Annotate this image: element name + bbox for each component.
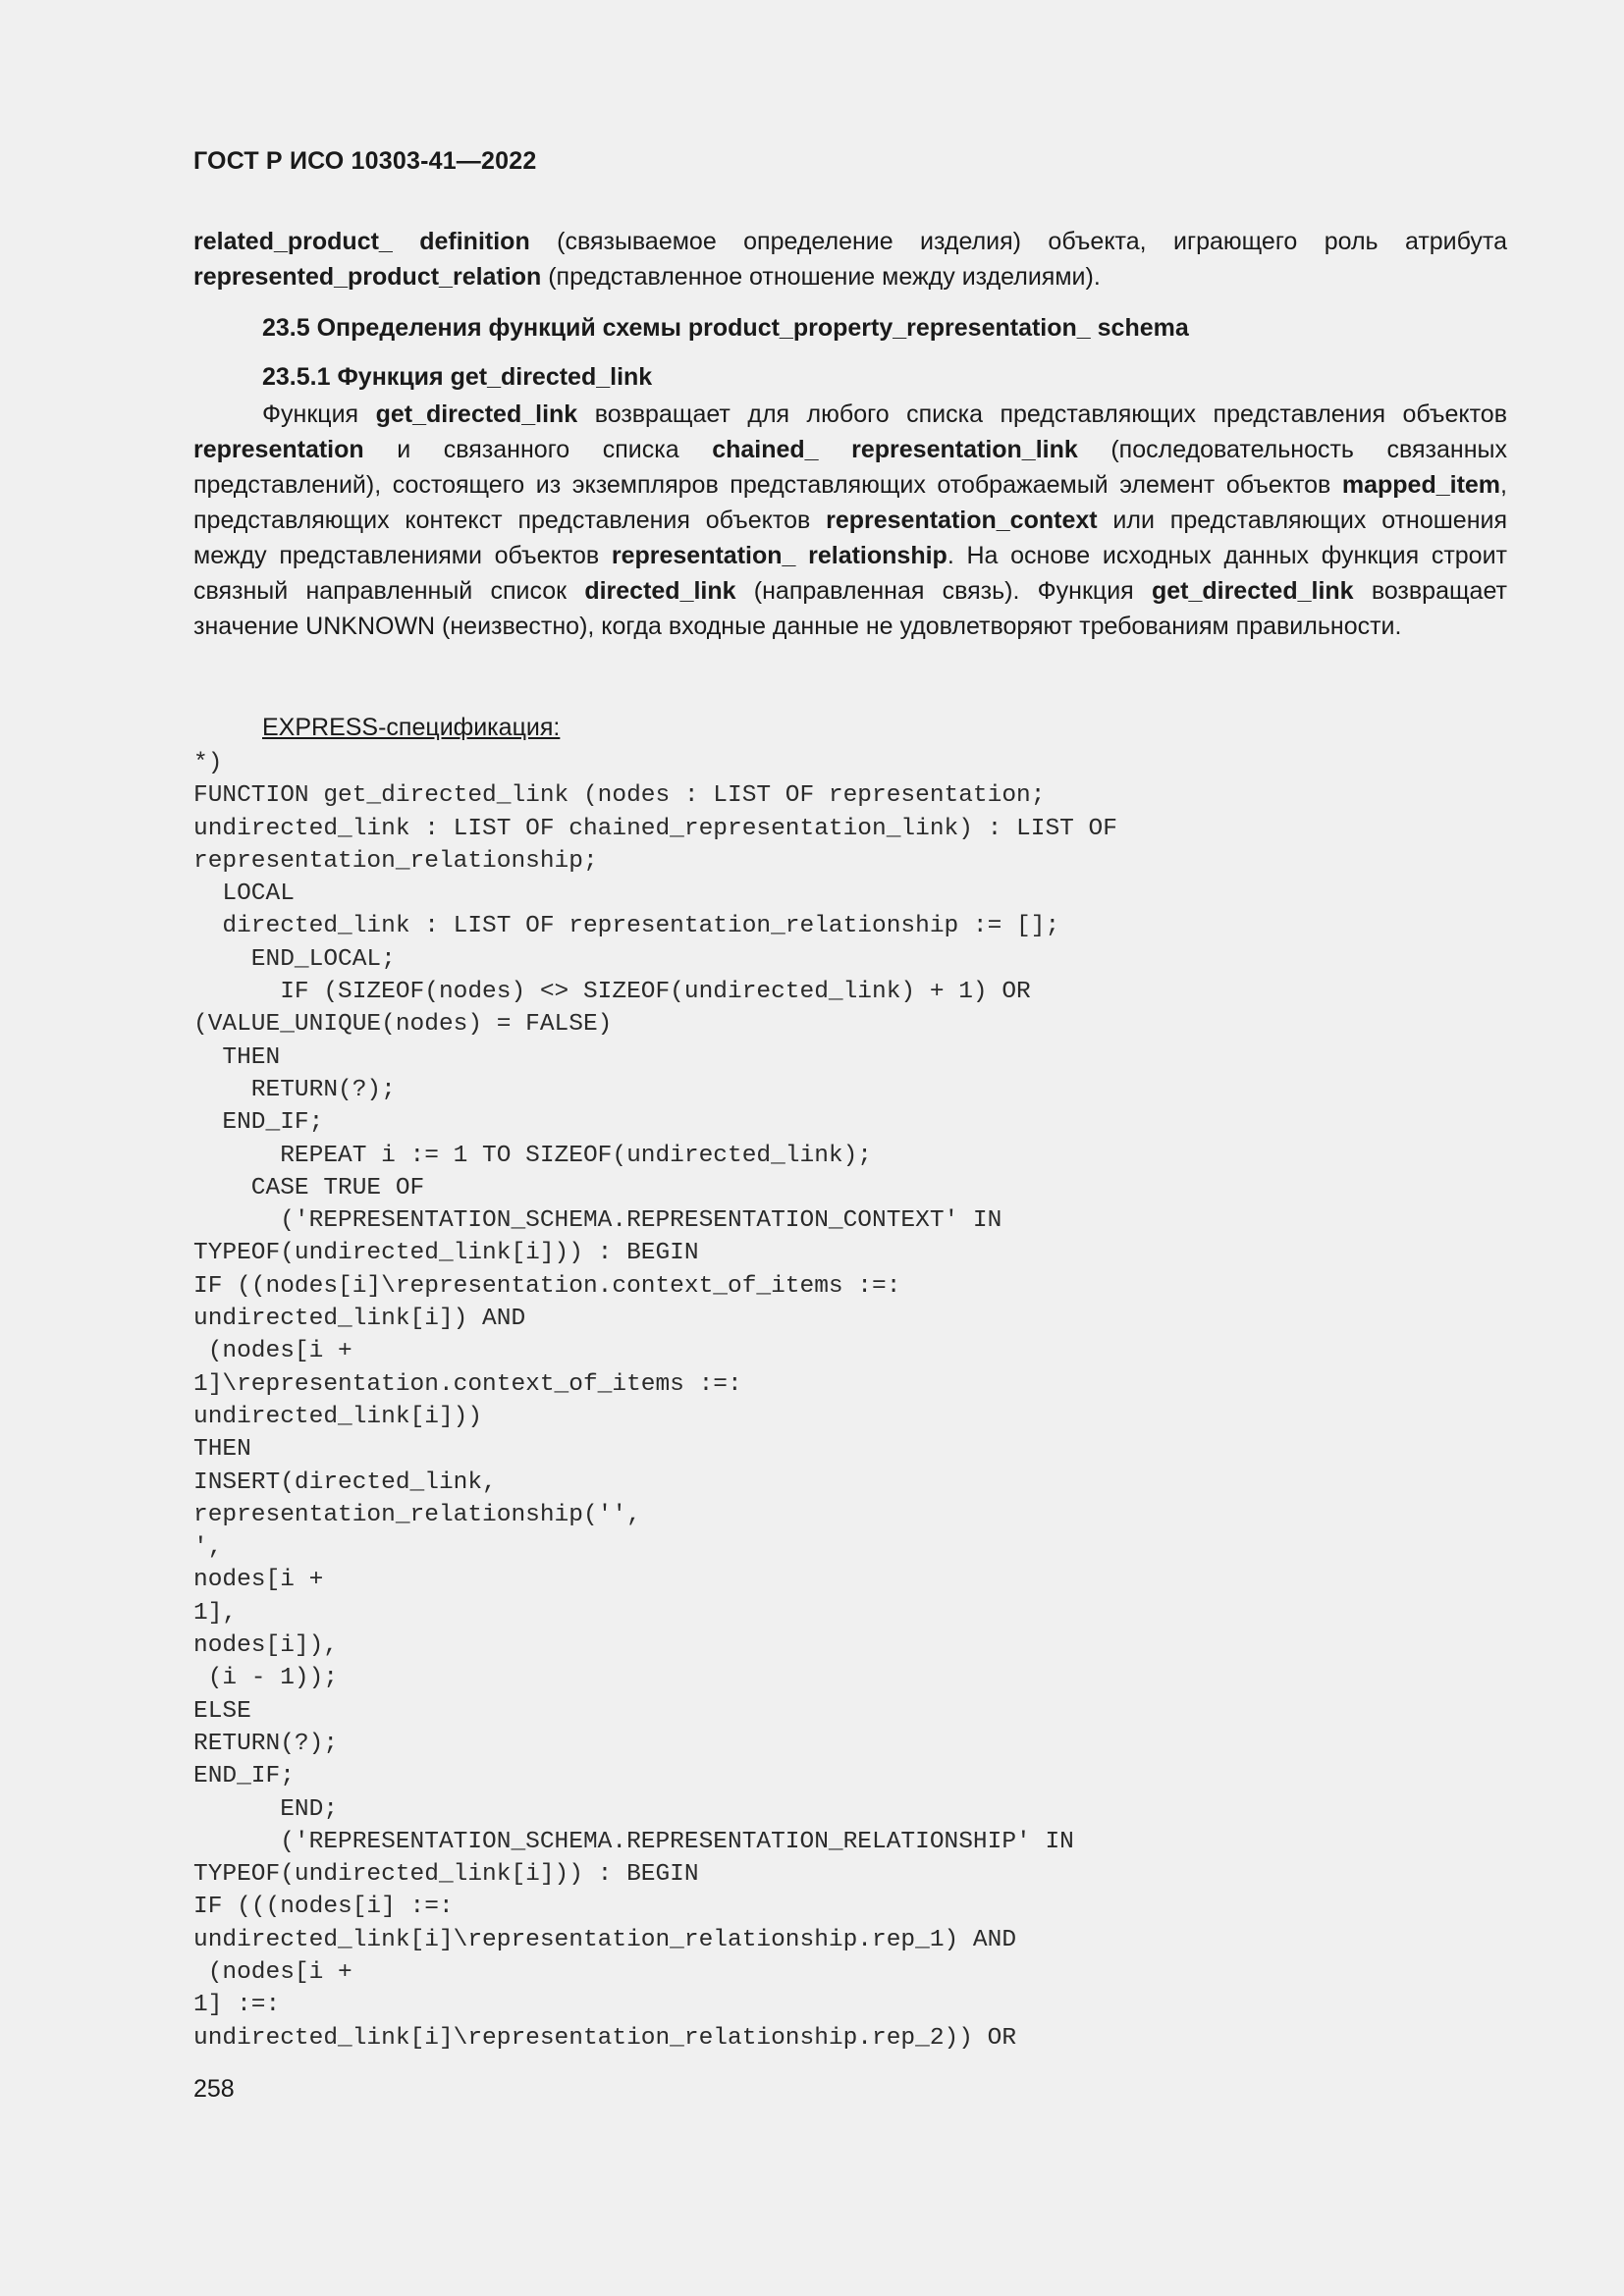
subsection-heading: 23.5.1 Функция get_directed_link: [262, 363, 653, 391]
code-line: RETURN(?);: [193, 1730, 339, 1757]
code-line: undirected_link[i]) AND: [193, 1306, 526, 1333]
term: mapped_item: [1341, 471, 1501, 499]
code-line: IF (SIZEOF(nodes) <> SIZEOF(undirected_link) + 1) OR: [193, 979, 1031, 1006]
code-line: REPEAT i := 1 TO SIZEOF(undirected_link);: [193, 1142, 873, 1169]
express-spec-label: EXPRESS-спецификация:: [262, 714, 561, 741]
code-line: CASE TRUE OF: [193, 1174, 425, 1201]
code-line: undirected_link[i]\representation_relationship.rep_1) AND: [193, 1926, 1017, 1953]
code-line: undirected_link[i]\representation_relationship.rep_2)) OR: [193, 2024, 1017, 2052]
term: representation_ relationship: [611, 542, 947, 569]
code-line: END;: [193, 1795, 339, 1823]
code-line: 1] :=:: [193, 1992, 281, 2019]
code-line: END_LOCAL;: [193, 945, 396, 973]
code-line: IF (((nodes[i] :=:: [193, 1894, 454, 1921]
code-line: nodes[i]),: [193, 1632, 339, 1660]
code-line: FUNCTION get_directed_link (nodes : LIST OF representation;: [193, 782, 1046, 810]
page-number: 258: [193, 2075, 235, 2103]
term: chained_ representation_link: [712, 436, 1078, 463]
code-line: END_IF;: [193, 1109, 324, 1137]
code-line: *): [193, 750, 223, 776]
code-line: 1],: [193, 1599, 238, 1627]
express-code-block: [193, 747, 1117, 2055]
code-line: ',: [193, 1534, 223, 1562]
term: get_directed_link: [1151, 577, 1354, 605]
code-line: undirected_link[i])): [193, 1403, 483, 1430]
code-line: INSERT(directed_link,: [193, 1468, 497, 1496]
code-line: ('REPRESENTATION_SCHEMA.REPRESENTATION_CONTEXT' IN: [193, 1207, 1002, 1235]
code-line: TYPEOF(undirected_link[i])) : BEGIN: [193, 1240, 699, 1267]
code-line: (nodes[i +: [193, 1958, 352, 1986]
code-line: 1]\representation.context_of_items :=:: [193, 1370, 742, 1398]
code-line: ELSE: [193, 1697, 251, 1725]
code-line: representation_relationship;: [193, 847, 598, 875]
intro-paragraph: related_product_ definition (связываемое определение изделия) объекта, играющего роль атрибута represented_product_relation (представленное отношение между изделиями).: [193, 228, 1507, 291]
code-line: (VALUE_UNIQUE(nodes) = FALSE): [193, 1011, 613, 1039]
code-line: THEN: [193, 1043, 281, 1071]
term: get_directed_link: [375, 400, 578, 428]
body-paragraph: Функция get_directed_link возвращает для любого списка представляющих представления объектов representation и связанного списка chained_ representation_link (последовательность связанных представлений), состоящего из экземпляров представляющих отображаемый элемент объектов mapped_item, представляющих контекст представления объектов representation_context или представляющих отношения между представлениями объектов representation_ relationship. На основе исходных данных функция строит связный направленный список directed_link (направленная связь). Функция get_directed_link возвращает значение UNKNOWN (неизвестно), когда входные данные не удовлетворяют требованиям правильности.: [193, 400, 1508, 640]
term: represented_product_relation: [193, 263, 542, 291]
code-line: THEN: [193, 1436, 251, 1464]
code-line: nodes[i +: [193, 1567, 324, 1594]
term: related_product_ definition: [193, 228, 530, 255]
code-line: undirected_link : LIST OF chained_representation_link) : LIST OF: [193, 815, 1117, 842]
term: representation_context: [826, 507, 1098, 534]
code-line: TYPEOF(undirected_link[i])) : BEGIN: [193, 1861, 699, 1889]
code-line: RETURN(?);: [193, 1076, 396, 1103]
term: representation: [193, 436, 364, 463]
page-header: ГОСТ Р ИСО 10303-41—2022: [193, 147, 537, 175]
term: directed_link: [584, 577, 736, 605]
code-line: directed_link : LIST OF representation_relationship := [];: [193, 913, 1060, 940]
code-line: LOCAL: [193, 881, 295, 908]
code-line: representation_relationship('',: [193, 1501, 641, 1528]
code-line: (nodes[i +: [193, 1338, 352, 1365]
code-line: IF ((nodes[i]\representation.context_of_items :=:: [193, 1272, 901, 1300]
code-line: END_IF;: [193, 1763, 295, 1790]
code-line: ('REPRESENTATION_SCHEMA.REPRESENTATION_RELATIONSHIP' IN: [193, 1828, 1074, 1855]
code-line: (i - 1));: [193, 1665, 339, 1692]
section-heading: 23.5 Определения функций схемы product_property_representation_ schema: [262, 314, 1189, 342]
